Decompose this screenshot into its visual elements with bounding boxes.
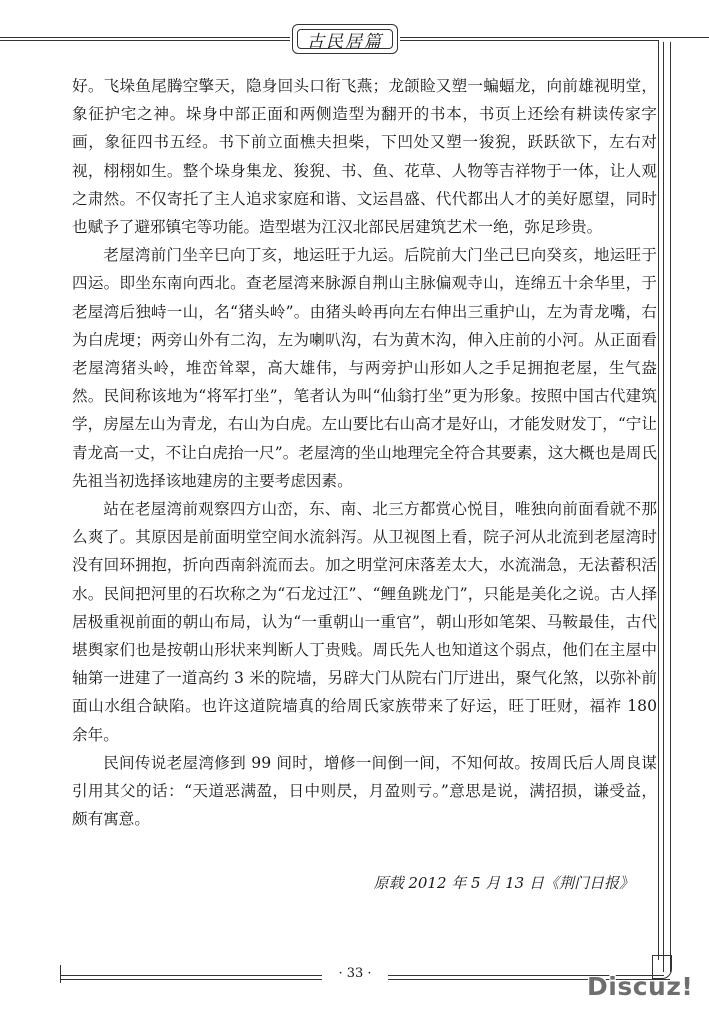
right-border-inner xyxy=(658,40,659,960)
section-title: 古民居篇 xyxy=(307,31,383,52)
top-border-left-inner xyxy=(0,40,290,41)
bottom-left-stub xyxy=(60,965,61,983)
top-border-right-inner xyxy=(400,40,658,41)
bottom-border-left-inner xyxy=(60,979,322,980)
paragraph-1: 好。飞垛鱼尾腾空擎天，隐身回头口衔飞燕；龙颌睑又塑一蝙蝠龙，向前雄视明堂，象征护宅之神。垛身中部正面和两侧造型为翻开的书本，书页上还绘有耕读传家字画，象征四书五经。书下前立面樵夫担柴，下凹处又塑一狻猊，跃跃欲下，左右对视，栩栩如生。整个垛身集龙、狻猊、书、鱼、花草、人物等吉祥物于一体，让人观之肃然。不仅寄托了主人追求家庭和谐、文运昌盛、代代都出人才的美好愿望，同时也赋予了避邪镇宅等功能。造型堪为江汉北部民居建筑艺术一绝，弥足珍贵。 xyxy=(72,77,657,237)
article-body xyxy=(72,72,657,833)
page-number: · 33 · xyxy=(338,966,372,981)
top-border-left xyxy=(0,37,290,38)
top-border-right xyxy=(400,37,709,38)
right-border-outer xyxy=(663,42,671,972)
section-title-box xyxy=(292,24,398,54)
paragraph-3: 站在老屋湾前观察四方山峦，东、南、北三方都赏心悦目，唯独向前面看就不那么爽了。其原因是前面明堂空间水流斜泻。从卫视图上看，院子河从北流到老屋湾时没有回环拥抱，折向西南斜流而去。加之明堂河床落差太大，水流湍急，无法蓄积活水。民间把河里的石坎称之为“石龙过江”、“鲤鱼跳龙门”，只能是美化之说。古人择居极重视前面的朝山布局，认为“一重朝山一重官”，朝山形如笔架、马鞍最佳，古代堪舆家们也是按朝山形状来判断人丁贵贱。周氏先人也知道这个弱点，他们在主屋中轴第一进建了一道高约 3 米的院墙，另辟大门从院右门厅进出，聚气化煞，以弥补前面山水组合缺陷。也许这道院墙真的给周氏家族带来了好运，旺丁旺财，福祚 180 余年。 xyxy=(72,500,657,744)
paragraph-4: 民间传说老屋湾修到 99 间时，增修一间倒一间，不知何故。按周氏后人周良谋引用其父的话：“天道恶满盈，日中则昃，月盈则亏。”意思是说，满招损，谦受益，颇有寓意。 xyxy=(72,753,657,829)
source-citation: 原载 2012 年 5 月 13 日《荆门日报》 xyxy=(373,874,634,892)
bottom-border-left xyxy=(60,975,322,976)
paragraph-2: 老屋湾前门坐辛巳向丁亥，地运旺于九运。后院前大门坐己巳向癸亥，地运旺于四运。即坐东南向西北。查老屋湾来脉源自荆山主脉偏观寺山，连绵五十余华里，于老屋湾后独峙一山，名“猪头岭”。由猪头岭再向左右伸出三重护山，左为青龙嘴，右为白虎埂；两旁山外有二沟，左为喇叭沟，右为黄木沟，伸入庄前的小河。从正面看老屋湾猪头岭，堆峦耸翠，高大雄伟，与两旁护山形如人之手足拥抱老屋，生气盎然。民间称该地为“将军打坐”，笔者认为叫“仙翁打坐”更为形象。按照中国古代建筑学，房屋左山为青龙，右山为白虎。左山要比右山高才是好山，才能发财发丁，“宁让青龙高一丈，不让白虎抬一尺”。老屋湾的坐山地理完全符合其要素，这大概也是周氏先祖当初选择该地建房的主要考虑因素。 xyxy=(72,246,657,490)
watermark-logo: Discuz! xyxy=(587,972,694,1001)
